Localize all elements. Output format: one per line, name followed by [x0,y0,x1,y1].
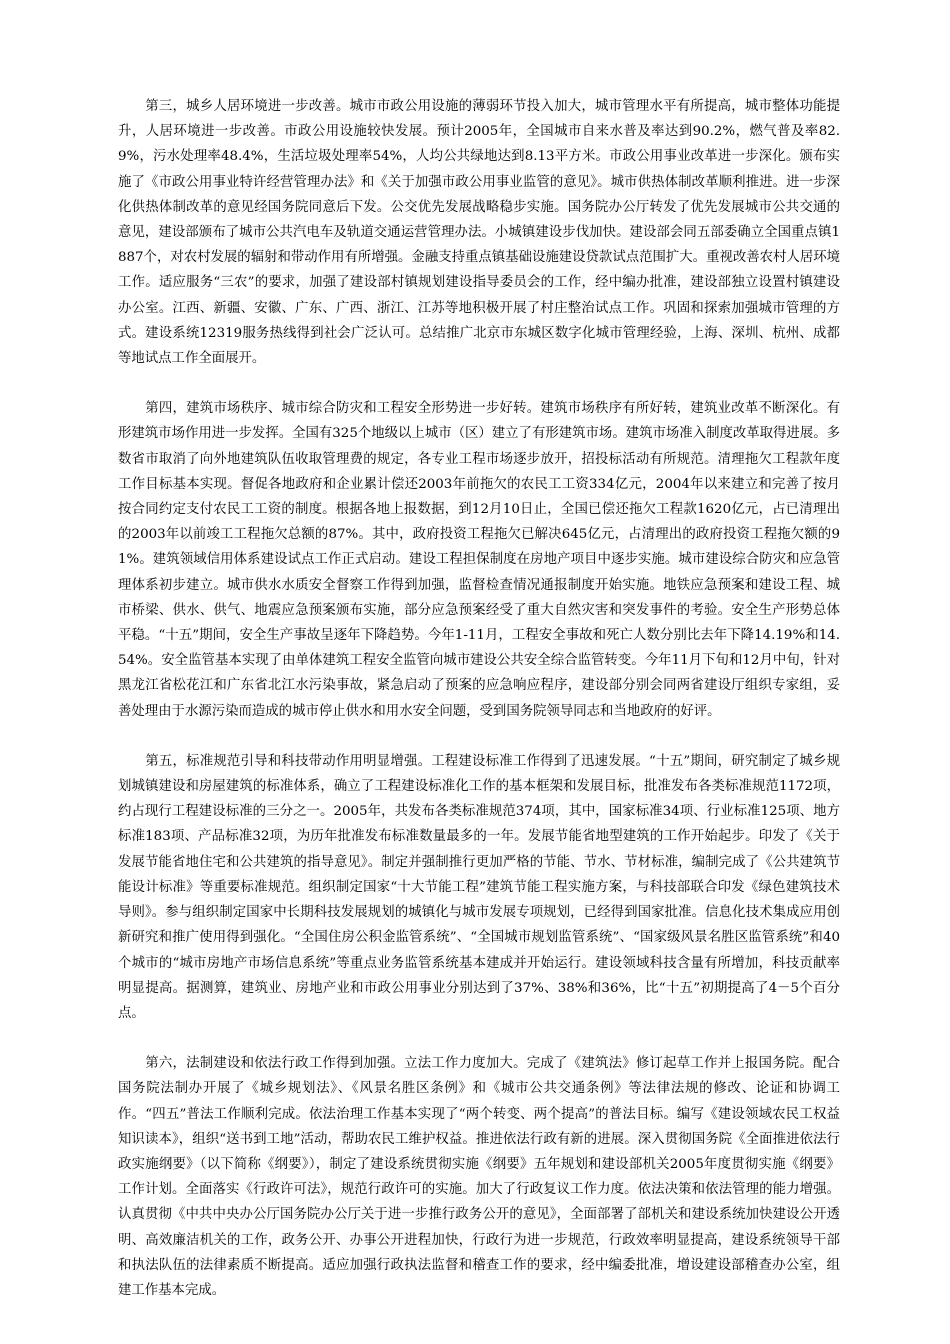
paragraph-sixth: 第六，法制建设和依法行政工作得到加强。立法工作力度加大。完成了《建筑法》修订起草工作并上报国务院。配合国务院法制办开展了《城乡规划法》、《风景名胜区条例》和《城市公共交通条例》等法律法规的修改、论证和协调工作。“四五”普法工作顺利完成。依法治理工作基本实现了“两个转变、两个提高”的普法目标。编写《建设领域农民工权益知识读本》，组织“送书到工地”活动，帮助农民工维护权益。推进依法行政有新的进展。深入贯彻国务院《全面推进依法行政实施纲要》（以下简称《纲要》），制定了建设系统贯彻实施《纲要》五年规划和建设部机关2005年度贯彻实施《纲要》工作计划。全面落实《行政许可法》，规范行政许可的实施。加大了行政复议工作力度。依法决策和依法管理的能力增强。认真贯彻《中共中央办公厅国务院办公厅关于进一步推行政务公开的意见》，全面部署了部机关和建设系统加快建设公开透明、高效廉洁机关的工作，政务公开、办事公开进程加快，行政行为进一步规范，行政效率明显提高，建设系统领导干部和执法队伍的法律素质不断提高。适应加强行政执法监督和稽查工作的要求，经中编委批准，增设建设部稽查办公室，组建工作基本完成。 [118,1056,840,1298]
paragraph-third: 第三，城乡人居环境进一步改善。城市市政公用设施的薄弱环节投入加大，城市管理水平有所提高，城市整体功能提升，人居环境进一步改善。市政公用设施较快发展。预计2005年，全国城市自来水普及率达到90.2%，燃气普及率82.9%，污水处理率48.4%，生活垃圾处理率54%，人均公共绿地达到8.13平方米。市政公用事业改革进一步深化。颁布实施了《市政公用事业特许经营管理办法》和《关于加强市政公用事业监管的意见》。城市供热体制改革顺利推进。进一步深化供热体制改革的意见经国务院同意后下发。公交优先发展战略稳步实施。国务院办公厅转发了优先发展城市公共交通的意见，建设部颁布了城市公共汽电车及轨道交通运营管理办法。小城镇建设步伐加快。建设部会同五部委确立全国重点镇1887个，对农村发展的辐射和带动作用有所增强。金融支持重点镇基础设施建设贷款试点范围扩大。重视改善农村人居环境工作。适应服务“三农”的要求，加强了建设部村镇规划建设指导委员会的工作，经中编办批准，建设部独立设置村镇建设办公室。江西、新疆、安徽、广东、广西、浙江、江苏等地积极开展了村庄整治试点工作。巩固和探索加强城市管理的方式。建设系统12319服务热线得到社会广泛认可。总结推广北京市东城区数字化城市管理经验，上海、深圳、杭州、成都等地试点工作全面展开。 [118,99,840,367]
paragraph-fourth: 第四，建筑市场秩序、城市综合防灾和工程安全形势进一步好转。建筑市场秩序有所好转，建筑业改革不断深化。有形建筑市场作用进一步发挥。全国有325个地级以上城市（区）建立了有形建筑市场。建筑市场准入制度改革取得进展。多数省市取消了向外地建筑队伍收取管理费的规定，各专业工程市场逐步放开，招投标活动有所规范。清理拖欠工程款年度工作目标基本实现。督促各地政府和企业累计偿还2003年前拖欠的农民工工资334亿元，2004年以来建立和完善了按月按合同约定支付农民工工资的制度。根据各地上报数据，到12月10日止，全国已偿还拖欠工程款1620亿元，占已清理出的2003年以前竣工工程拖欠总额的87%。其中，政府投资工程拖欠已解决645亿元，占清理出的政府投资工程拖欠额的91%。建筑领域信用体系建设试点工作正式启动。建设工程担保制度在房地产项目中逐步实施。城市建设综合防灾和应急管理体系初步建立。城市供水水质安全督察工作得到加强，监督检查情况通报制度开始实施。地铁应急预案和建设工程、城市桥梁、供水、供气、地震应急预案颁布实施，部分应急预案经受了重大自然灾害和突发事件的考验。安全生产形势总体平稳。“十五”期间，安全生产事故呈逐年下降趋势。今年1-11月，工程安全事故和死亡人数分别比去年下降14.19%和14.54%。安全监管基本实现了由单体建筑工程安全监管向城市建设公共安全综合监管转变。今年11月下旬和12月中旬，针对黑龙江省松花江和广东省北江水污染事故，紧急启动了预案的应急响应程序，建设部分别会同两省建设厅组织专家组，妥善处理由于水源污染而造成的城市停止供水和用水安全问题，受到国务院领导同志和当地政府的好评。 [118,401,840,719]
paragraph-fifth: 第五，标准规范引导和科技带动作用明显增强。工程建设标准工作得到了迅速发展。“十五”期间，研究制定了城乡规划城镇建设和房屋建筑的标准体系，确立了工程建设标准化工作的基本框架和发展目标，批准发布各类标准规范1172项，约占现行工程建设标准的三分之一。2005年，共发布各类标准规范374项，其中，国家标准34项、行业标准125项、地方标准183项、产品标准32项，为历年批准发布标准数量最多的一年。发展节能省地型建筑的工作开始起步。印发了《关于发展节能省地住宅和公共建筑的指导意见》。制定并强制推行更加严格的节能、节水、节材标准，编制完成了《公共建筑节能设计标准》等重要标准规范。组织制定国家“十大节能工程”建筑节能工程实施方案，与科技部联合印发《绿色建筑技术导则》。参与组织制定国家中长期科技发展规划的城镇化与城市发展专项规划，已经得到国家批准。信息化技术集成应用创新研究和推广使用得到强化。“全国住房公积金监管系统”、“全国城市规划监管系统”、“国家级风景名胜区监管系统”和40个城市的“城市房地产市场信息系统”等重点业务监管系统基本建成并开始运行。建设领域科技含量有所增加，科技贡献率明显提高。据测算，建筑业、房地产业和市政公用事业分别达到了37%、38%和36%，比“十五”初期提高了4－5个百分点。 [118,753,840,1021]
document-body [118,94,840,1328]
